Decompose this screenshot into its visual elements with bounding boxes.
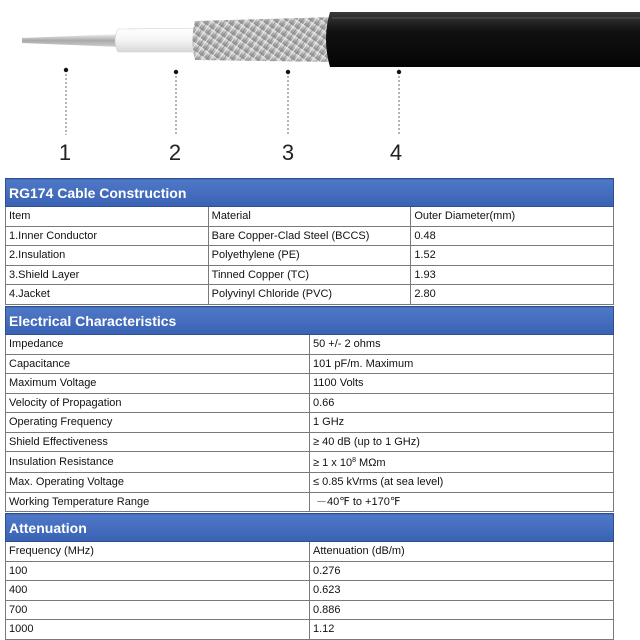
construction-title: RG174 Cable Construction bbox=[6, 179, 614, 207]
param-value bbox=[310, 452, 614, 473]
attenuation-cell: 0.886 bbox=[310, 600, 614, 620]
frequency-cell: 1000 bbox=[6, 620, 310, 640]
param-name: Velocity of Propagation bbox=[6, 393, 310, 413]
header-frequency: Frequency (MHz) bbox=[6, 542, 310, 562]
param-name: Operating Frequency bbox=[6, 413, 310, 433]
row-diameter: 1.93 bbox=[411, 265, 614, 285]
table-row bbox=[6, 473, 614, 493]
row-material: Tinned Copper (TC) bbox=[208, 265, 411, 285]
table-row bbox=[6, 492, 614, 512]
row-item: 1.Inner Conductor bbox=[6, 226, 209, 246]
param-value: 50 +/- 2 ohms bbox=[310, 335, 614, 355]
table-row bbox=[6, 285, 614, 305]
param-value: 101 pF/m. Maximum bbox=[310, 354, 614, 374]
section-header-attenuation bbox=[6, 514, 614, 542]
jacket bbox=[326, 12, 640, 67]
table-row bbox=[6, 600, 614, 620]
insulation bbox=[115, 28, 205, 52]
table-row bbox=[6, 452, 614, 473]
callout-number-4: 4 bbox=[389, 140, 403, 165]
table-row bbox=[6, 393, 614, 413]
table-row bbox=[6, 354, 614, 374]
header-attenuation: Attenuation (dB/m) bbox=[310, 542, 614, 562]
attenuation-table bbox=[5, 513, 614, 640]
param-value: ≥ 40 dB (up to 1 GHz) bbox=[310, 432, 614, 452]
insulation-base: ≥ 1 x 10 bbox=[313, 457, 353, 469]
inner-conductor bbox=[22, 34, 122, 47]
table-row bbox=[6, 246, 614, 266]
param-value: 1100 Volts bbox=[310, 374, 614, 394]
frequency-cell: 700 bbox=[6, 600, 310, 620]
cable-illustration bbox=[0, 0, 640, 175]
param-value: 1 GHz bbox=[310, 413, 614, 433]
table-header-row bbox=[6, 542, 614, 562]
header-diameter: Outer Diameter(mm) bbox=[411, 207, 614, 227]
row-material: Polyvinyl Chloride (PVC) bbox=[208, 285, 411, 305]
param-name: Shield Effectiveness bbox=[6, 432, 310, 452]
shield-braid bbox=[193, 17, 336, 62]
insulation-unit: MΩm bbox=[355, 457, 386, 469]
row-item: 2.Insulation bbox=[6, 246, 209, 266]
param-name: Max. Operating Voltage bbox=[6, 473, 310, 493]
header-material: Material bbox=[208, 207, 411, 227]
row-material: Bare Copper-Clad Steel (BCCS) bbox=[208, 226, 411, 246]
section-header-construction bbox=[6, 179, 614, 207]
table-row bbox=[6, 561, 614, 581]
construction-table bbox=[5, 178, 614, 305]
attenuation-title: Attenuation bbox=[6, 514, 614, 542]
leader-lines bbox=[66, 70, 399, 135]
row-diameter: 1.52 bbox=[411, 246, 614, 266]
table-row bbox=[6, 581, 614, 601]
insulation-exponent: 8 bbox=[352, 457, 356, 464]
electrical-title: Electrical Characteristics bbox=[6, 307, 614, 335]
table-header-row bbox=[6, 207, 614, 227]
section-header-electrical bbox=[6, 307, 614, 335]
electrical-table bbox=[5, 306, 614, 512]
param-name: Impedance bbox=[6, 335, 310, 355]
callout-number-3: 3 bbox=[281, 140, 295, 165]
table-row bbox=[6, 413, 614, 433]
frequency-cell: 100 bbox=[6, 561, 310, 581]
param-value: 0.66 bbox=[310, 393, 614, 413]
attenuation-cell: 0.623 bbox=[310, 581, 614, 601]
row-diameter: 0.48 bbox=[411, 226, 614, 246]
param-name: Insulation Resistance bbox=[6, 452, 310, 473]
param-value: ≤ 0.85 kVrms (at sea level) bbox=[310, 473, 614, 493]
table-row bbox=[6, 265, 614, 285]
frequency-cell: 400 bbox=[6, 581, 310, 601]
table-row bbox=[6, 620, 614, 640]
callout-number-2: 2 bbox=[168, 140, 182, 165]
header-item: Item bbox=[6, 207, 209, 227]
table-row bbox=[6, 432, 614, 452]
attenuation-cell: 1.12 bbox=[310, 620, 614, 640]
param-name: Maximum Voltage bbox=[6, 374, 310, 394]
table-row bbox=[6, 226, 614, 246]
param-name: Capacitance bbox=[6, 354, 310, 374]
row-material: Polyethylene (PE) bbox=[208, 246, 411, 266]
row-item: 4.Jacket bbox=[6, 285, 209, 305]
param-name: Working Temperature Range bbox=[6, 492, 310, 512]
attenuation-cell: 0.276 bbox=[310, 561, 614, 581]
table-row bbox=[6, 335, 614, 355]
row-item: 3.Shield Layer bbox=[6, 265, 209, 285]
row-diameter: 2.80 bbox=[411, 285, 614, 305]
table-row bbox=[6, 374, 614, 394]
param-value: －40℉ to +170℉ bbox=[310, 492, 614, 512]
callout-number-1: 1 bbox=[58, 140, 72, 165]
leader-dots bbox=[64, 68, 401, 74]
